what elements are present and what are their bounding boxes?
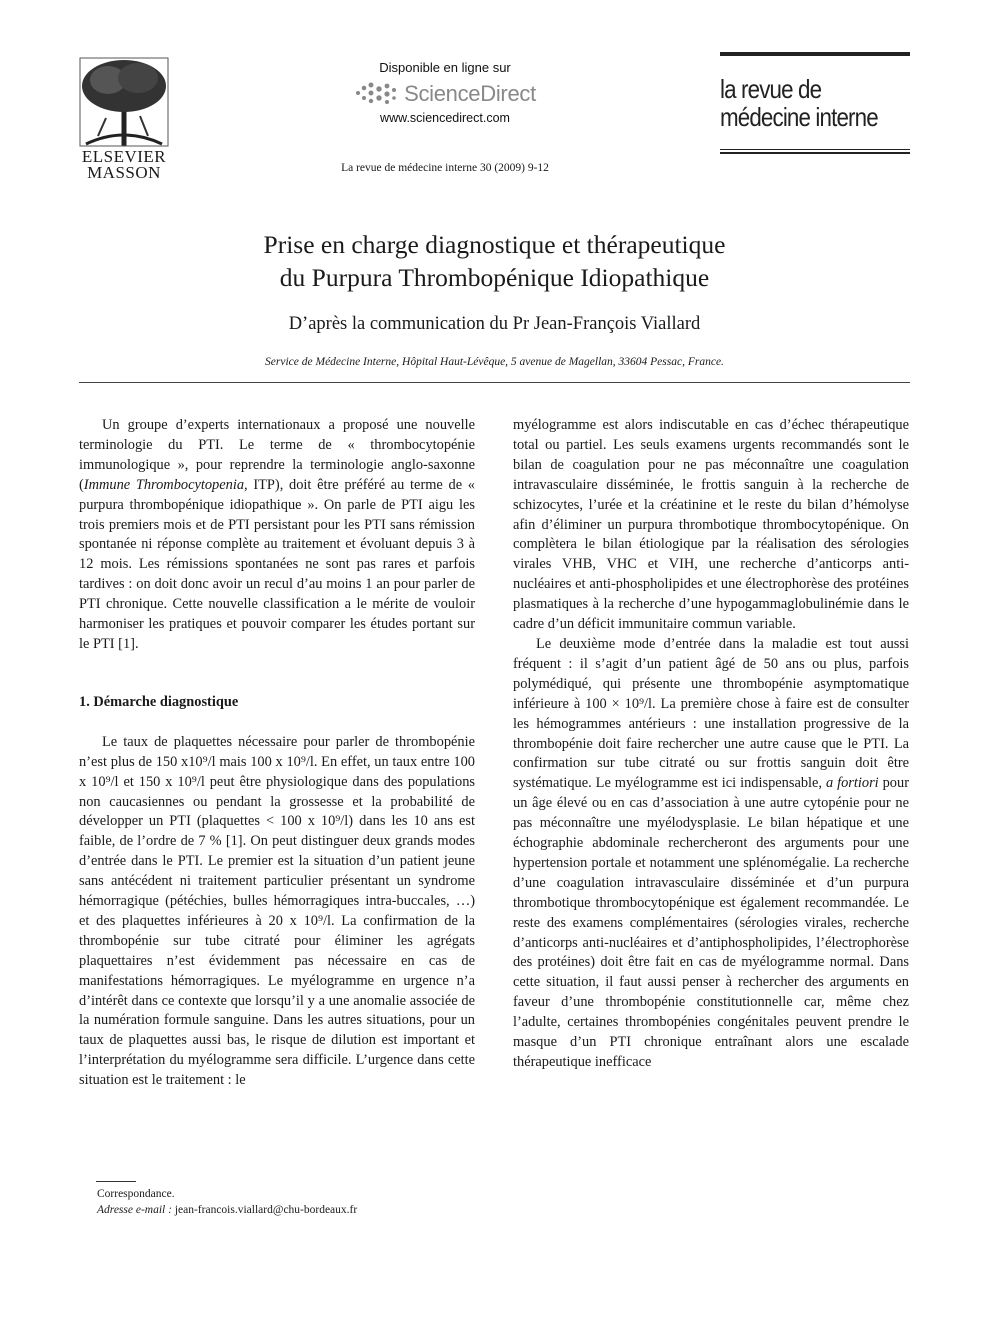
intro-italic: Immune Thrombocytopenia — [83, 476, 245, 493]
sciencedirect-block — [330, 60, 560, 125]
intro-text-b: , ITP), doit être préféré au terme de « purpura thrombopénique idiopathique ». On parle de PTI aigu les trois premiers mois et de PTI persistant pour les PTI sans rémission spontanée ni réponse complète au traitement et évoluant depuis 3 à 12 mois. Les rémissions spontanées ne sont pas rares et parfois tardives : on doit donc avoir un recul d’au moins 1 an pour parler de PTI chronique. Cette nouvelle classification a le mérite de vouloir harmoniser les pratiques et pouvoir comparer les études portant sur le PTI [1]. — [79, 476, 475, 652]
header-divider — [79, 382, 910, 383]
elsevier-masson-logo — [78, 56, 170, 182]
sciencedirect-logo[interactable] — [330, 79, 560, 109]
publisher-elsevier: ELSEVIER — [81, 147, 167, 166]
journal-name-line2: médecine interne — [720, 102, 878, 132]
elsevier-tree-icon — [78, 56, 170, 148]
intro-text-a: Un groupe d’experts internationaux a proposé une nouvelle terminologie du PTI. Le terme de « thrombocytopénie immunologique », pour reprendre la terminologie anglo-saxonne ( — [79, 417, 475, 493]
publisher-masson: MASSON — [87, 163, 161, 182]
article-title — [100, 228, 889, 294]
sciencedirect-url-link[interactable]: www.sciencedirect.com — [380, 111, 510, 125]
right-column — [513, 416, 909, 1073]
para4-text-a: Le deuxième mode d’entrée dans la maladie est tout aussi fréquent : il s’agit d’un patient âgé de 50 ans ou plus, parfois polymédiqué, qui présente une thrombopénie asymptomatique inférieure à 100 × 10⁹/l. La première chose à faire est de consulter les hémogrammes antérieurs : une installation progressive de la thrombopénie doit faire rechercher une autre cause que le PTI. La confirmation sur tube citraté ou sur frottis sanguin doit être systématique. Le myélogramme est ici indispensable, — [513, 635, 909, 792]
footnote-correspondence: Correspondance. — [97, 1188, 175, 1200]
masthead-bottom-rule-thick — [720, 152, 910, 154]
footnote — [97, 1186, 357, 1218]
title-line1: Prise en charge diagnostique et thérapeutique — [263, 230, 726, 259]
journal-citation: La revue de médecine interne 30 (2009) 9-12 — [341, 162, 549, 174]
title-line2: du Purpura Thrombopénique Idiopathique — [279, 263, 710, 292]
footnote-email-line — [97, 1202, 357, 1218]
footnote-rule — [96, 1181, 136, 1182]
paragraph-diagnostic: Le taux de plaquettes nécessaire pour parler de thrombopénie n’est plus de 150 x10⁹/l mais 100 x 10⁹/l. En effet, un taux entre 100 x 10⁹/l et 150 x 10⁹/l peut être physiologique dans des populations non caucasiennes ou pendant la grossesse et la probabilité de développer un PTI (plaquettes < 100 x 10⁹/l) dans les 10 ans est faible, de l’ordre de 7 % [1]. On peut distinguer deux grands modes d’entrée dans le PTI. Le premier est la situation d’un patient jeune sans antécédent ni traitement particulier présentant un syndrome hémorragique (pétéchies, bulles hémorragiques intra-buccales, …) et des plaquettes inférieures à 20 x 10⁹/l. La confirmation de la thrombopénie sur tube citraté pour éliminer les agrégats plaquettaires n’est évidemment pas nécessaire en cas de manifestations hémorragiques. Le myélogramme en urgence n’a d’intérêt dans ce contexte que lorsqu’il y a une anomalie associée de la numération formule sanguine. Dans les autres situations, pour un taux de plaquettes aussi bas, le risque de dilution est important et l’interprétation du myélogramme sera difficile. L’urgence dans cette situation est le traitement : le — [79, 733, 475, 1089]
masthead-top-rule — [720, 52, 910, 56]
email-link[interactable]: jean-francois.viallard@chu-bordeaux.fr — [174, 1204, 358, 1216]
affiliation: Service de Médecine Interne, Hôpital Haut-Lévêque, 5 avenue de Magellan, 33604 Pessac, France. — [265, 356, 724, 368]
left-column — [79, 416, 475, 1091]
journal-masthead — [720, 52, 910, 154]
author-line: D’après la communication du Pr Jean-François Viallard — [288, 314, 701, 334]
available-online-label: Disponible en ligne sur — [379, 60, 511, 75]
masthead-bottom-rule-thin — [720, 149, 910, 150]
para4-italic: a fortiori — [825, 775, 879, 792]
intro-paragraph — [79, 416, 475, 655]
paragraph-second-mode — [513, 635, 909, 1073]
sciencedirect-name: ScienceDirect — [404, 81, 536, 106]
paragraph-continuation: myélogramme est alors indiscutable en cas d’échec thérapeutique total ou partiel. Les seuls examens urgents recommandés sont le bilan de coagulation pour ne pas méconnaître une coagulation intravasculaire disséminée, le frottis sanguin à la recherche de schizocytes, l’urée et la créatinine et le reste du bilan d’hémolyse afin d’éliminer un purpura thrombotique thrombocytopénique. On complètera le bilan étiologique par la réalisation des sérologies virales VHB, VHC et VIH, une recherche d’anticorps anti-nucléaires et anti-phospholipides et une électrophorèse des protéines plasmatiques à la recherche d’une hypogammaglobulinémie dans le cadre d’un déficit immunitaire commun variable. — [513, 417, 909, 633]
email-label: Adresse e-mail : — [97, 1204, 172, 1216]
section-heading-1: 1. Démarche diagnostique — [79, 693, 239, 710]
para4-text-b: pour un âge élevé ou en cas d’association à une autre cytopénie pour ne pas méconnaître une myélodysplasie. Le bilan hépatique et une échographie abdominale rechercheront des arguments pour une hypertension portale et notamment une splénomégalie. La recherche d’une coagulation intravasculaire disséminée et d’un purpura thrombotique thrombocytopénique est également recommandée. Le reste des examens complémentaires (sérologies virales, recherche d’anticorps anti-nucléaires et d’antiphospholipides, l’électrophorèse des protéines) doit être fait en cas de myélogramme normal. Dans cette situation, il faut aussi penser à rechercher des arguments en faveur d’une thrombopénie constitutionnelle car, même chez l’adulte, certaines thrombopénies congénitales peuvent prendre le masque d’un PTI chronique entraînant alors une escalade thérapeutique inefficace — [513, 775, 909, 1070]
sciencedirect-dots-icon — [354, 81, 398, 107]
journal-name-line1: la revue de — [720, 74, 822, 104]
